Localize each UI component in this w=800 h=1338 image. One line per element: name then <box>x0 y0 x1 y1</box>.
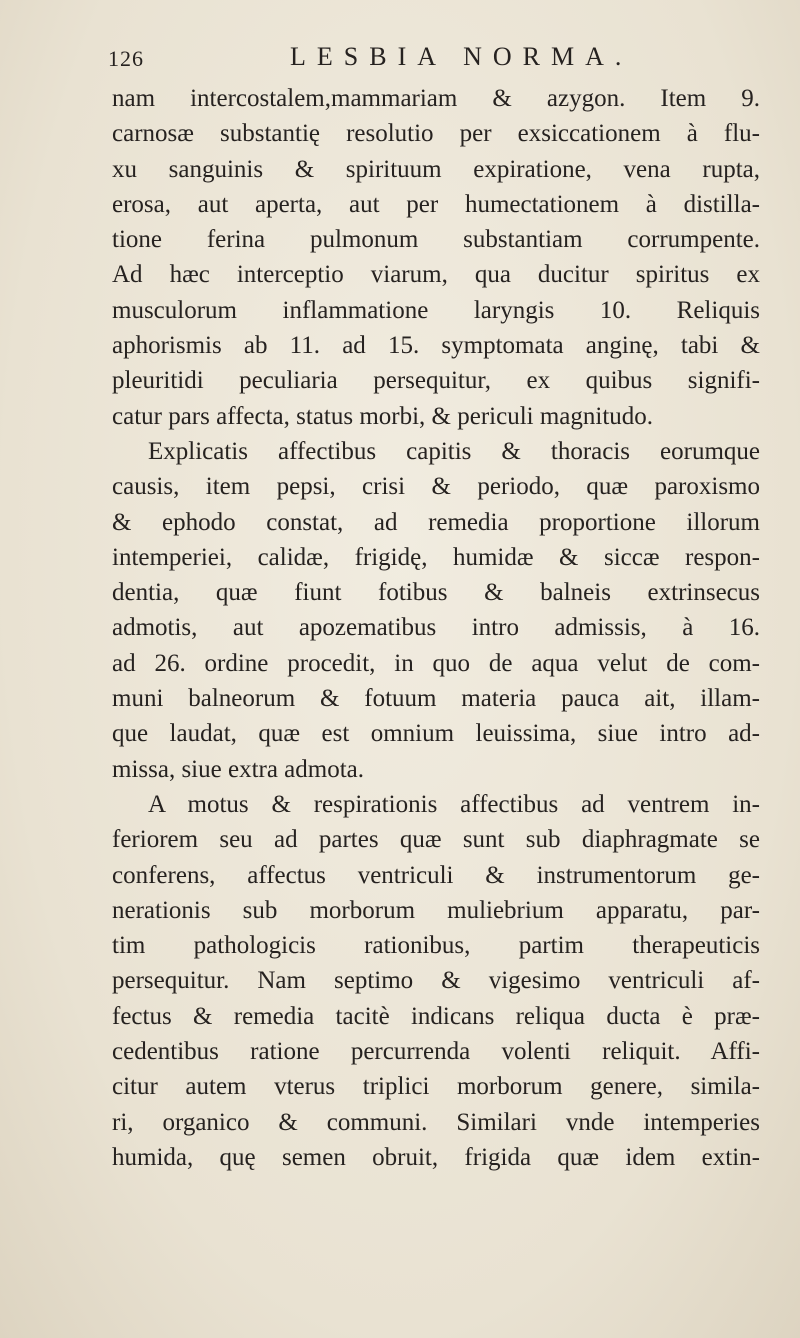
text-line: persequitur. Nam septimo & vigesimo ventriculi af- <box>112 967 760 995</box>
text-line: humida, quę semen obruit, frigida quæ idem extin- <box>112 1143 760 1171</box>
text-line: nerationis sub morborum muliebrium apparatu, par- <box>112 896 760 924</box>
text-line: pleuritidi peculiaria persequitur, ex quibus signifi- <box>112 367 760 395</box>
text-line: causis, item pepsi, crisi & periodo, quæ paroxismo <box>112 473 760 501</box>
text-line: muni balneorum & fotuum materia pauca ait, illam- <box>112 685 760 713</box>
text-line: admotis, aut apozematibus intro admissis, à 16. <box>112 614 760 642</box>
text-line: conferens, affectus ventriculi & instrumentorum ge- <box>112 861 760 889</box>
text-line: missa, siue extra admota. <box>112 755 365 783</box>
text-line: fectus & remedia tacitè indicans reliqua ducta è præ- <box>112 1002 760 1030</box>
text-line: ri, organico & communi. Similari vnde intemperies <box>112 1108 760 1136</box>
paragraph-start-line: Explicatis affectibus capitis & thoracis eorumque <box>148 437 760 465</box>
text-line: feriorem seu ad partes quæ sunt sub diaphragmate se <box>112 826 760 854</box>
text-line: dentia, quæ fiunt fotibus & balneis extrinsecus <box>112 579 760 607</box>
text-line: catur pars affecta, status morbi, & periculi magnitudo. <box>112 402 654 430</box>
text-line: erosa, aut aperta, aut per humectationem à distilla- <box>112 190 760 218</box>
paragraph-start-line: A motus & respirationis affectibus ad ventrem in- <box>148 790 760 818</box>
text-line: cedentibus ratione percurrenda volenti reliquit. Affi- <box>112 1038 760 1066</box>
text-line: aphorismis ab 11. ad 15. symptomata anginę, tabi & <box>112 332 760 360</box>
text-line: tione ferina pulmonum substantiam corrumpente. <box>112 226 760 254</box>
body-text <box>112 81 760 1175</box>
text-line: & ephodo constat, ad remedia proportione illorum <box>112 508 760 536</box>
text-line: que laudat, quæ est omnium leuissima, siue intro ad- <box>112 720 760 748</box>
text-line: xu sanguinis & spirituum expiratione, vena rupta, <box>112 155 760 183</box>
text-line: citur autem vterus triplici morborum genere, simila- <box>112 1073 760 1101</box>
running-title: LESBIA NORMA. <box>290 42 633 71</box>
text-line: musculorum inflammatione laryngis 10. Reliquis <box>112 296 760 324</box>
text-line: nam intercostalem,mammariam & azygon. Item 9. <box>112 85 760 112</box>
text-line: intemperiei, calidæ, frigidę, humidæ & siccæ respon- <box>112 543 760 571</box>
text-line: carnosæ substantię resolutio per exsiccationem à flu- <box>112 120 760 148</box>
text-line: ad 26. ordine procedit, in quo de aqua velut de com- <box>112 649 760 677</box>
text-line: tim pathologicis rationibus, partim therapeuticis <box>112 932 760 960</box>
page-number: 126 <box>108 46 144 71</box>
text-line: Ad hæc interceptio viarum, qua ducitur spiritus ex <box>112 261 760 289</box>
page-header <box>108 42 748 82</box>
